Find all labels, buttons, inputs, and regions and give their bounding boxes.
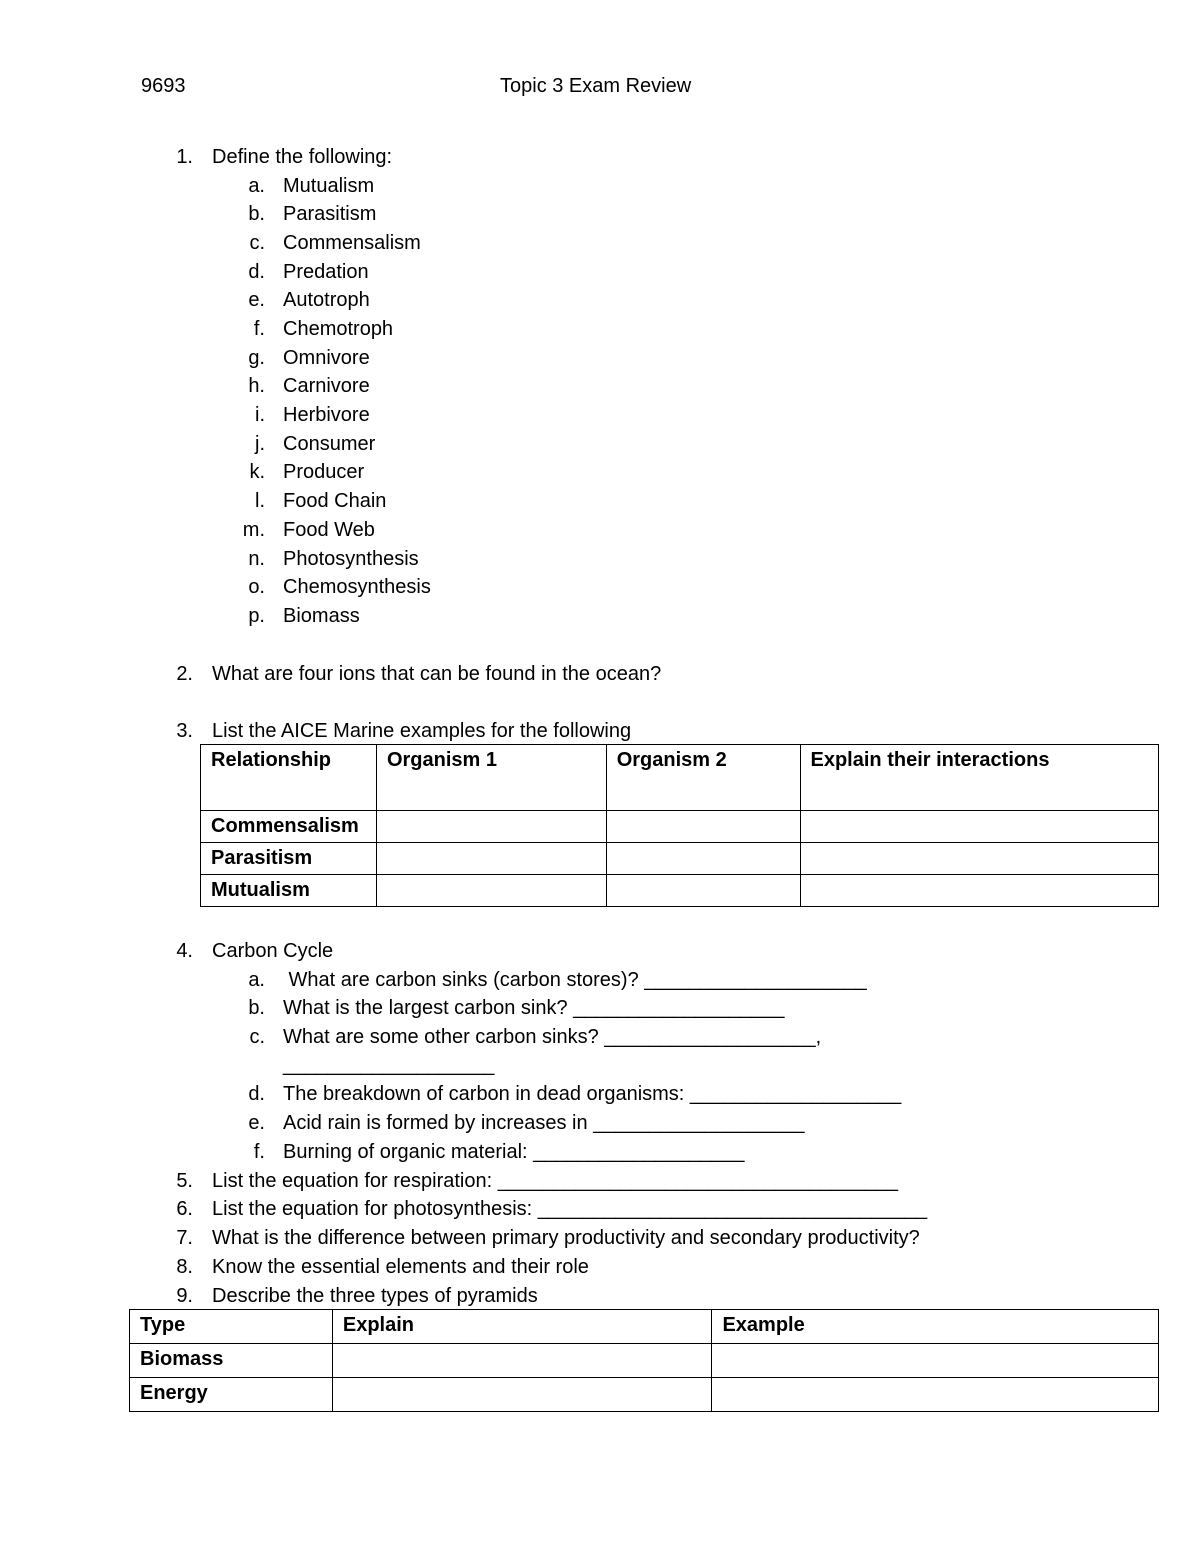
question-number: 5.: [176, 1170, 193, 1192]
item-letter: f.: [253, 1141, 265, 1163]
item-letter: i.: [255, 404, 265, 426]
answer-cell[interactable]: [606, 811, 800, 843]
question-prompt: Know the essential elements and their role: [212, 1256, 589, 1278]
item-letter: h.: [248, 375, 265, 397]
definition-term: Predation: [283, 261, 369, 283]
item-letter: m.: [242, 519, 265, 541]
definition-term: Biomass: [283, 605, 360, 627]
page-title: Topic 3 Exam Review: [500, 75, 692, 97]
table-header-cell: Explain: [332, 1310, 712, 1344]
table-header-row: [130, 1310, 1159, 1344]
pyramid-table: [129, 1309, 1159, 1412]
item-letter: c.: [249, 1026, 265, 1048]
answer-cell[interactable]: [376, 843, 606, 875]
table-row: [201, 875, 1159, 907]
item-text: What are some other carbon sinks? ___________________,: [283, 1026, 822, 1048]
definition-term: Producer: [283, 461, 365, 483]
question-number: 3.: [176, 720, 193, 742]
item-letter: e.: [248, 1112, 265, 1134]
row-label: Mutualism: [201, 875, 377, 907]
answer-cell[interactable]: [332, 1378, 712, 1412]
row-label: Commensalism: [201, 811, 377, 843]
item-text: Acid rain is formed by increases in ___________________: [283, 1112, 805, 1134]
answer-cell[interactable]: [712, 1378, 1159, 1412]
question-prompt: List the equation for respiration: ____________________________________: [212, 1170, 899, 1192]
definition-term: Consumer: [283, 433, 376, 455]
definition-term: Parasitism: [283, 203, 377, 225]
table-header-cell: Type: [130, 1310, 333, 1344]
item-letter: d.: [248, 261, 265, 283]
item-letter: o.: [248, 576, 265, 598]
question-number: 6.: [176, 1198, 193, 1220]
answer-cell[interactable]: [712, 1344, 1159, 1378]
definition-term: Omnivore: [283, 347, 370, 369]
definition-term: Autotroph: [283, 289, 370, 311]
item-text: The breakdown of carbon in dead organisms: ___________________: [283, 1083, 902, 1105]
table-row: [201, 811, 1159, 843]
table-header-cell: Organism 2: [606, 745, 800, 811]
item-letter: c.: [249, 232, 265, 254]
item-letter: p.: [248, 605, 265, 627]
item-letter: k.: [249, 461, 265, 483]
definition-term: Food Chain: [283, 490, 387, 512]
table-header-cell: Example: [712, 1310, 1159, 1344]
answer-cell[interactable]: [606, 875, 800, 907]
definition-term: Photosynthesis: [283, 548, 419, 570]
question-prompt: Carbon Cycle: [212, 940, 334, 962]
relationship-table: [200, 744, 1159, 907]
answer-cell[interactable]: [606, 843, 800, 875]
question-number: 2.: [176, 663, 193, 685]
definition-term: Commensalism: [283, 232, 421, 254]
table-row: [130, 1344, 1159, 1378]
question-prompt: Describe the three types of pyramids: [212, 1285, 538, 1307]
item-text: What is the largest carbon sink? ___________________: [283, 997, 785, 1019]
item-letter: a.: [248, 175, 265, 197]
question-prompt: List the AICE Marine examples for the following: [212, 720, 632, 742]
table-header-row: [201, 745, 1159, 811]
definition-term: Mutualism: [283, 175, 375, 197]
answer-cell[interactable]: [800, 843, 1159, 875]
table-header-cell: Relationship: [201, 745, 377, 811]
table-header-cell: Explain their interactions: [800, 745, 1159, 811]
answer-cell[interactable]: [376, 811, 606, 843]
item-letter: b.: [248, 997, 265, 1019]
row-label: Parasitism: [201, 843, 377, 875]
definition-term: Chemotroph: [283, 318, 394, 340]
question-prompt: What is the difference between primary productivity and secondary productivity?: [212, 1227, 920, 1249]
question-number: 1.: [176, 146, 193, 168]
item-letter: g.: [248, 347, 265, 369]
question-prompt: What are four ions that can be found in the ocean?: [212, 663, 662, 685]
item-letter: j.: [255, 433, 265, 455]
item-letter: b.: [248, 203, 265, 225]
definition-term: Carnivore: [283, 375, 370, 397]
answer-cell[interactable]: [800, 811, 1159, 843]
table-row: [130, 1378, 1159, 1412]
item-letter: f.: [253, 318, 265, 340]
item-letter: a.: [248, 969, 265, 991]
question-prompt: Define the following:: [212, 146, 393, 168]
course-code: 9693: [141, 75, 186, 97]
answer-cell[interactable]: [332, 1344, 712, 1378]
item-text: What are carbon sinks (carbon stores)? ____________________: [283, 969, 867, 991]
row-label: Biomass: [130, 1344, 333, 1378]
definition-term: Herbivore: [283, 404, 370, 426]
item-letter: e.: [248, 289, 265, 311]
definition-term: Chemosynthesis: [283, 576, 431, 598]
item-letter: n.: [248, 548, 265, 570]
answer-cell[interactable]: [376, 875, 606, 907]
table-row: [201, 843, 1159, 875]
item-letter: l.: [255, 490, 265, 512]
row-label: Energy: [130, 1378, 333, 1412]
definition-term: Food Web: [283, 519, 375, 541]
item-text: ___________________: [283, 1054, 495, 1076]
question-number: 7.: [176, 1227, 193, 1249]
item-text: Burning of organic material: ___________________: [283, 1141, 745, 1163]
question-number: 9.: [176, 1285, 193, 1307]
answer-cell[interactable]: [800, 875, 1159, 907]
item-letter: d.: [248, 1083, 265, 1105]
question-prompt: List the equation for photosynthesis: ___________________________________: [212, 1198, 928, 1220]
question-number: 4.: [176, 940, 193, 962]
table-header-cell: Organism 1: [376, 745, 606, 811]
question-number: 8.: [176, 1256, 193, 1278]
